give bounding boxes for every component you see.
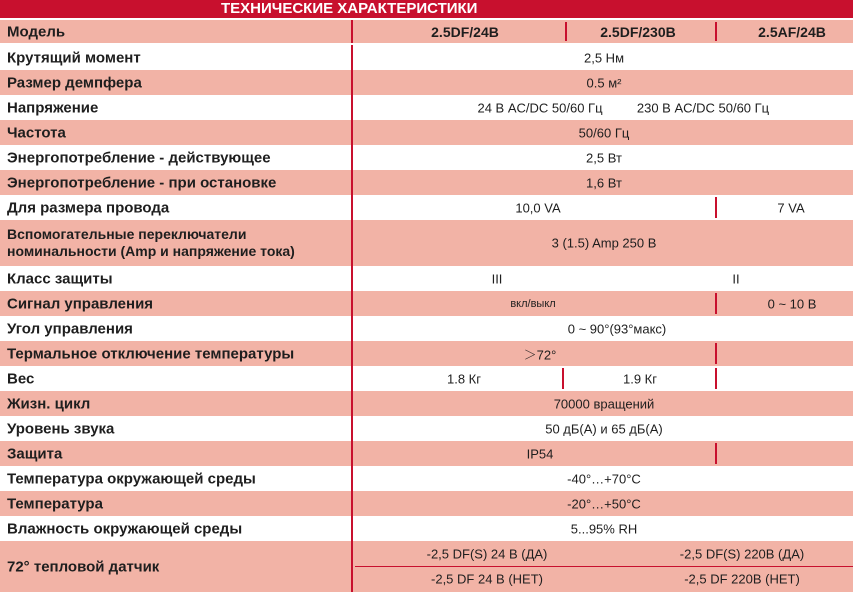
row-label: Жизн. цикл — [7, 395, 91, 412]
row-value: 10,0 VA — [515, 200, 561, 215]
header-row — [0, 20, 853, 43]
table-row — [0, 391, 853, 416]
column-divider — [715, 343, 717, 364]
row-label-cell — [0, 145, 353, 170]
table-row — [0, 416, 853, 441]
row-label: Температура окружающей среды — [7, 470, 256, 487]
table-row — [0, 95, 853, 120]
row-value: 0 ~ 10 В — [767, 296, 817, 311]
column-divider — [715, 22, 717, 41]
row-subdivider — [355, 566, 853, 567]
row-value: 70000 вращений — [553, 396, 655, 411]
row-value: II — [732, 271, 740, 286]
row-label-cell — [0, 45, 353, 70]
table-row — [0, 145, 853, 170]
table-row — [0, 366, 853, 391]
row-value: 2,5 Вт — [586, 150, 622, 165]
row-value: 0.5 м² — [586, 75, 622, 90]
row-label-cell — [0, 541, 353, 592]
row-value: 50 дБ(А) и 65 дБ(А) — [545, 421, 663, 436]
row-label-cell — [0, 291, 353, 316]
row-label: Энергопотребление - действующее — [7, 149, 271, 166]
row-value: III — [491, 271, 503, 286]
row-label: Размер демпфера — [7, 74, 142, 91]
column-divider — [715, 368, 717, 389]
row-label: Влажность окружающей среды — [7, 520, 243, 537]
table-row — [0, 516, 853, 541]
row-value: 230 В AC/DC 50/60 Гц — [636, 100, 770, 115]
row-value: 50/60 Гц — [578, 125, 630, 140]
row-label-cell — [0, 220, 353, 266]
row-label-cell — [0, 441, 353, 466]
row-label-cell — [0, 416, 353, 441]
row-label: Угол управления — [7, 320, 133, 337]
spec-table — [0, 20, 853, 600]
table-row — [0, 220, 853, 266]
table-row — [0, 541, 853, 592]
row-label: Энергопотребление - при остановке — [7, 174, 277, 191]
row-label: 72° тепловой датчик — [7, 558, 160, 575]
row-label-cell — [0, 491, 353, 516]
row-value: 24 В AC/DC 50/60 Гц — [477, 100, 603, 115]
table-row — [0, 316, 853, 341]
row-label-cell — [0, 170, 353, 195]
column-divider — [715, 197, 717, 218]
row-value: вкл/выкл — [510, 297, 556, 310]
row-value: -40°…+70°C — [567, 471, 641, 486]
model-3: 2.5AF/24B — [758, 23, 826, 40]
row-label-cell — [0, 516, 353, 541]
row-label-cell — [0, 316, 353, 341]
row-label-cell — [0, 70, 353, 95]
row-label: Термальное отключение температуры — [7, 345, 295, 362]
model-1: 2.5DF/24B — [431, 23, 499, 40]
row-label-cell — [0, 366, 353, 391]
row-value: -2,5 DF(S) 24 В (ДА) — [426, 546, 548, 562]
row-value: 5...95% RH — [570, 521, 638, 536]
row-label: Крутящий момент — [7, 49, 141, 66]
table-row — [0, 170, 853, 195]
table-row — [0, 291, 853, 316]
row-value: -20°…+50°C — [567, 496, 641, 511]
row-value: 7 VA — [777, 200, 805, 215]
row-label: Напряжение — [7, 99, 99, 116]
row-label: Частота — [7, 124, 66, 141]
model-2: 2.5DF/230B — [600, 23, 676, 40]
table-row — [0, 266, 853, 291]
row-label-cell — [0, 466, 353, 491]
header-label: Модель — [7, 23, 66, 40]
row-value: 2,5 Нм — [583, 50, 625, 65]
table-title-bar — [0, 0, 853, 18]
row-value: -2,5 DF 24 В (НЕТ) — [431, 571, 543, 587]
row-value: 1,6 Вт — [586, 175, 622, 190]
row-label-cell — [0, 266, 353, 291]
row-label: Температура — [7, 495, 103, 512]
row-label: Для размера провода — [7, 199, 170, 216]
row-label-cell — [0, 341, 353, 366]
table-row — [0, 491, 853, 516]
row-label: Класс защиты — [7, 270, 113, 287]
row-label-cell — [0, 95, 353, 120]
row-value: -2,5 DF(S) 220В (ДА) — [679, 546, 805, 562]
column-divider — [715, 293, 717, 314]
row-value: 1.9 Кг — [623, 371, 657, 386]
row-value: IP54 — [526, 446, 554, 461]
row-value: -2,5 DF 220В (НЕТ) — [684, 571, 800, 587]
table-row — [0, 70, 853, 95]
table-row — [0, 466, 853, 491]
row-label-cell — [0, 195, 353, 220]
row-label-cell — [0, 391, 353, 416]
table-row — [0, 195, 853, 220]
row-label: Вес — [7, 370, 35, 387]
table-row — [0, 120, 853, 145]
row-label: Сигнал управления — [7, 295, 154, 312]
column-divider — [565, 22, 567, 41]
table-row — [0, 341, 853, 366]
column-divider — [715, 443, 717, 464]
header-label-cell — [0, 20, 353, 43]
row-value: ＞72° — [523, 347, 557, 362]
row-value: 0 ~ 90°(93°макс) — [567, 321, 667, 336]
row-label: Уровень звука — [7, 420, 115, 437]
column-divider — [562, 368, 564, 389]
row-label: Защита — [7, 445, 63, 462]
table-title: ТЕХНИЧЕСКИЕ ХАРАКТЕРИСТИКИ — [221, 0, 478, 17]
row-value: 3 (1.5) Amp 250 В — [551, 235, 657, 251]
row-label-cell — [0, 120, 353, 145]
row-value: 1.8 Кг — [447, 371, 481, 386]
table-row — [0, 441, 853, 466]
row-label: Вспомогательные переключатели номинальности (Amp и напряжение тока) — [7, 226, 295, 259]
table-row — [0, 45, 853, 70]
